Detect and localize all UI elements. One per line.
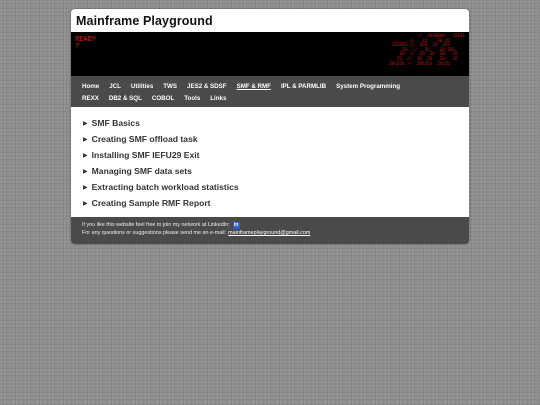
terminal-ascii-art: // ZOS0000 ZOS01 // ZO ZO ZO ZOSZOS // ZOS ZO ZOS ZO // ZO ZO ZOS ZO // ZO ZO ZO ZO ZO // ZO ZO ZO ZO ZOSZOS // ZOSZOS ZOSZO: [389, 33, 465, 66]
terminal-prompt-text: ?: [75, 43, 80, 51]
footer-linkedin-line: [82, 221, 469, 229]
content-link-installing-smf-iefu29-exit[interactable]: [83, 147, 469, 163]
triangle-right-icon: ▶: [83, 183, 88, 191]
content-link-creating-sample-rmf-report[interactable]: [83, 195, 469, 211]
nav-item-tws[interactable]: TWS: [163, 82, 178, 90]
content-link-label: Creating Sample RMF Report: [91, 198, 211, 208]
header: [71, 9, 469, 32]
nav-item-ipl-and-parmlib[interactable]: IPL & PARMLIB: [280, 82, 327, 90]
terminal-banner: [71, 32, 469, 76]
content-link-extracting-batch-workload-statistics[interactable]: [83, 179, 469, 195]
content-link-label: Managing SMF data sets: [91, 166, 192, 176]
nav-item-rexx[interactable]: REXX: [82, 94, 99, 102]
content-link-label: Creating SMF offload task: [91, 134, 198, 144]
nav-item-utilities[interactable]: Utilities: [130, 82, 154, 90]
triangle-right-icon: ▶: [83, 119, 88, 127]
nav-item-jcl[interactable]: JCL: [109, 82, 121, 90]
email-link[interactable]: mainframeplayground@gmail.com: [228, 230, 311, 236]
nav-item-home[interactable]: Home: [82, 82, 100, 90]
nav-item-cobol[interactable]: COBOL: [151, 94, 175, 102]
nav-item-tools[interactable]: Tools: [184, 94, 201, 102]
nav-item-links[interactable]: Links: [210, 94, 227, 102]
main-navigation: [71, 76, 469, 107]
site-title[interactable]: Mainframe Playground: [76, 14, 213, 28]
linkedin-icon[interactable]: in: [233, 221, 239, 228]
footer-email-text: For any questions or suggestions please send me an e-mail:: [82, 230, 227, 236]
footer-email-line: [82, 229, 469, 237]
content-link-label: Installing SMF IEFU29 Exit: [91, 150, 200, 160]
footer: [71, 217, 469, 244]
triangle-right-icon: ▶: [83, 135, 88, 143]
nav-row-1: [77, 80, 463, 92]
footer-linkedin-text: If you like this website feel free to join my network at LinkedIn:: [82, 222, 230, 228]
content-link-smf-basics[interactable]: [83, 115, 469, 131]
content-link-creating-smf-offload-task[interactable]: [83, 131, 469, 147]
terminal-ready-text: READY: [75, 36, 97, 44]
nav-item-db2-and-sql[interactable]: DB2 & SQL: [108, 94, 142, 102]
nav-item-jes2-and-sdsf[interactable]: JES2 & SDSF: [187, 82, 227, 90]
nav-item-smf-and-rmf[interactable]: SMF & RMF: [236, 82, 271, 90]
page-container: [71, 9, 469, 244]
content-link-managing-smf-data-sets[interactable]: [83, 163, 469, 179]
triangle-right-icon: ▶: [83, 199, 88, 207]
nav-item-system-programming[interactable]: System Programming: [336, 82, 401, 90]
triangle-right-icon: ▶: [83, 151, 88, 159]
triangle-right-icon: ▶: [83, 167, 88, 175]
nav-row-2: [77, 92, 463, 104]
content-link-label: SMF Basics: [91, 118, 140, 128]
content-area: [71, 107, 469, 217]
content-link-label: Extracting batch workload statistics: [91, 182, 239, 192]
